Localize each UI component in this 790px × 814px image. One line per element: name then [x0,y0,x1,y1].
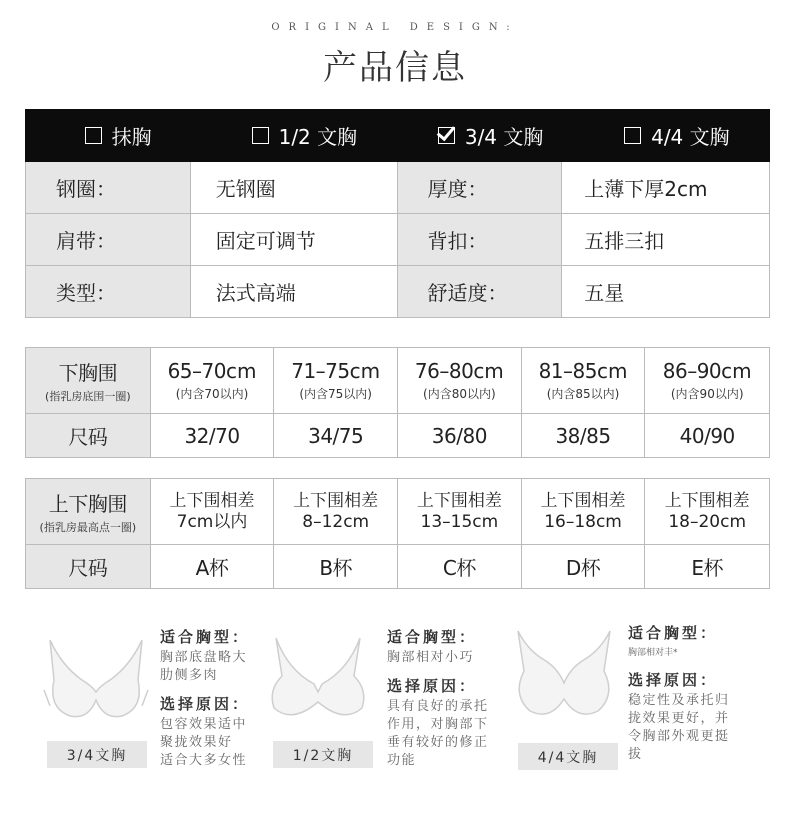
spec-value: 固定可调节 [191,214,398,266]
cup-diff-cell [151,479,275,545]
underbust-label: 下胸围 [58,361,118,385]
underbust-cell [398,348,522,414]
cup-diff-line: 上下围相差 [664,490,750,511]
reason-line: 作用，对胸部下 [387,717,489,732]
spec-label: 类型： [26,266,191,318]
fit-line: 胸部底盘略大 [160,650,248,665]
reason-line: 聚拢效果好 [160,735,233,750]
cup-diff-value: 7cm以内 [176,511,248,532]
underbust-size-table [25,347,770,458]
band-size: 36/80 [398,414,522,458]
underbust-unit: cm [473,359,504,383]
spec-label: 背扣： [398,214,563,266]
cup-label: 上下胸围 [48,492,127,516]
underbust-unit: cm [349,359,381,383]
reason-line: 稳定性及承托归 [628,693,730,708]
cup-diff-value: 18–20cm [668,511,747,532]
cup-diff-line: 上下围相差 [169,490,255,511]
full-cup-bra-illustration [508,625,620,725]
cup-diff-row [26,479,770,545]
band-size: 34/75 [274,414,398,458]
checkbox-icon[interactable] [252,127,269,144]
spec-table [25,109,770,318]
underbust-range: 76–80 [414,359,474,383]
reason-title: 选择原因： [160,695,251,713]
underbust-cell [645,348,770,414]
underbust-range: 81–85 [538,359,597,383]
cup-size: E杯 [645,545,770,589]
spec-value: 五星 [562,266,770,318]
bra-description [628,622,753,764]
reason-title: 选择原因： [387,677,478,695]
spec-row [25,266,770,318]
spec-row [25,214,770,266]
fit-line: 胸部相对丰* [628,648,678,658]
style-options-bar [25,109,770,162]
style-option-three-quarter-cup[interactable] [398,109,584,162]
cup-header [26,479,151,545]
reason-line: 拔 [628,747,643,762]
style-option-label: 4/4 文胸 [651,125,730,149]
underbust-range: 86–90 [662,359,722,383]
fit-line: 胸部相对小巧 [387,650,475,665]
underbust-cell [151,348,275,414]
cup-size: D杯 [522,545,646,589]
band-size: 38/85 [522,414,646,458]
cup-diff-value: 16–18cm [544,511,622,532]
reason-title: 选择原因： [628,671,719,689]
design-subtitle: ORIGINAL DESIGN: [271,22,519,33]
style-option-full-cup[interactable] [584,109,770,162]
underbust-row [26,348,770,414]
reason-line: 适合大多女性 [160,753,248,768]
cup-diff-value: 13–15cm [420,511,499,532]
reason-line: 功能 [387,753,417,768]
cup-diff-cell [274,479,398,545]
fit-title: 适合胸型： [387,628,478,646]
band-size: 32/70 [151,414,275,458]
spec-row [25,162,770,214]
cup-size: C杯 [398,545,522,589]
cup-diff-line: 上下围相差 [540,490,626,511]
underbust-note: (内含80以内) [423,387,496,401]
bra-description [387,626,505,770]
cup-size-row [26,545,770,589]
underbust-unit: cm [596,359,628,383]
size-label: 尺码 [26,414,151,458]
cup-diff-line: 上下围相差 [293,490,379,511]
style-option-strapless[interactable] [25,109,211,162]
spec-value: 法式高端 [191,266,398,318]
bra-type-label: 4/4文胸 [518,743,618,770]
underbust-note: (内含85以内) [546,387,620,401]
underbust-range: 65–70 [167,359,226,383]
underbust-cell [274,348,398,414]
cup-diff-cell [522,479,646,545]
spec-label: 厚度： [398,162,563,214]
checkbox-icon[interactable] [85,127,102,144]
half-cup-bra-illustration [262,630,374,726]
underbust-unit: cm [721,359,752,383]
style-option-half-cup[interactable] [211,109,397,162]
band-size: 40/90 [645,414,770,458]
style-option-label: 1/2 文胸 [278,125,358,149]
reason-line: 拢效果更好，并 [628,711,730,726]
cup-size: B杯 [274,545,398,589]
cup-diff-value: 8–12cm [302,511,370,532]
fit-title: 适合胸型： [628,624,719,642]
underbust-header [26,348,151,414]
spec-label: 肩带： [26,214,191,266]
cup-diff-cell [645,479,770,545]
underbust-cell [522,348,646,414]
spec-value: 五排三扣 [562,214,770,266]
cup-sublabel: (指乳房最高点一圈) [39,521,137,534]
underbust-note: (内含90以内) [670,387,744,401]
underbust-unit: cm [225,359,257,383]
spec-value: 上薄下厚2cm [562,162,770,214]
style-option-label: 抹胸 [111,125,152,149]
underbust-range: 71–75 [291,359,350,383]
spec-label: 钢圈： [26,162,191,214]
underbust-sublabel: (指乳房底围一圈) [45,390,131,403]
reason-line: 具有良好的承托 [387,699,489,714]
bra-type-label: 3/4文胸 [47,741,147,768]
cup-size: A杯 [151,545,275,589]
bra-description [160,626,270,770]
underbust-note: (内含70以内) [175,387,249,401]
checkbox-icon[interactable] [624,127,641,144]
fit-line: 肋侧多肉 [160,668,219,683]
reason-line: 令胸部外观更挺 [628,729,730,744]
size-label: 尺码 [26,545,151,589]
band-size-row [26,414,770,458]
checkbox-checked-icon[interactable] [438,127,455,144]
spec-label: 舒适度： [398,266,563,318]
three-quarter-bra-illustration [40,630,152,726]
reason-line: 垂有较好的修正 [387,735,489,750]
cup-size-table [25,478,770,589]
page-title: 产品信息 [323,48,467,88]
bra-type-label: 1/2文胸 [273,741,373,768]
cup-diff-cell [398,479,522,545]
cup-diff-line: 上下围相差 [416,490,502,511]
fit-title: 适合胸型： [160,628,251,646]
spec-value: 无钢圈 [191,162,398,214]
style-option-label: 3/4 文胸 [464,125,544,149]
underbust-note: (内含75以内) [299,387,372,401]
reason-line: 包容效果适中 [160,717,248,732]
